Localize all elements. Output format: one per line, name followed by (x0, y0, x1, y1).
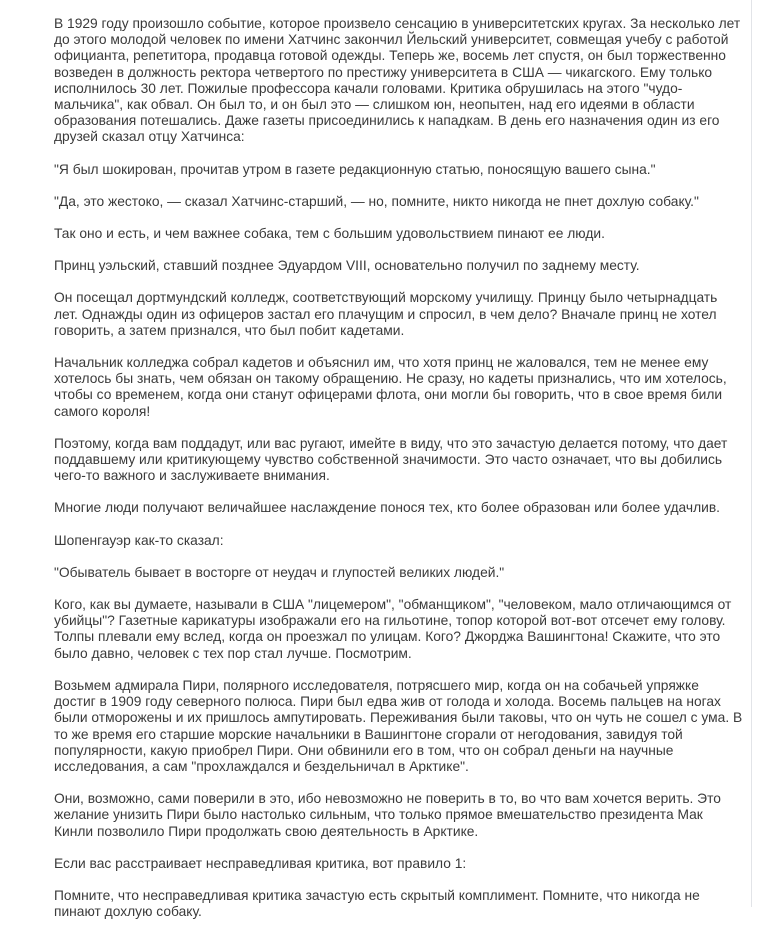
content-panel (20, 0, 752, 920)
paragraph-quote-philistine: "Обыватель бывает в восторге от неудач и глупостей великих людей." (54, 564, 505, 580)
paragraph-quote-dead-dog: "Да, это жестоко, — сказал Хатчинс-старший, — но, помните, никто никогда не пнет дохлую собаку." (54, 193, 699, 209)
paragraph-schopenhauer: Шопенгауэр как-то сказал: (54, 532, 224, 548)
paragraph-rule-1: Помните, что несправедливая критика зачастую есть скрытый комплимент. Помните, что никогда не пинают дохлую собаку. (54, 887, 700, 920)
article-body (54, 16, 744, 936)
paragraph-college: Он посещал дортмундский колледж, соответствующий морскому училищу. Принцу было четырнадцать лет. Однажды один из офицеров застал его плачущим и спросил, в чем дело? Вначале принц не хотел говорить, а затем признался, что был побит кадетами. (54, 290, 718, 338)
paragraph-hutchins-intro: В 1929 году произошло событие, которое произвело сенсацию в университетских кругах. За несколько лет до этого молодой человек по имени Хатчинс закончил Йельский университет, совмещая учебу с работой официанта, репетитора, продавца готовой одежды. Теперь же, восемь лет спустя, он был торжественно возведен в должность ректора четвертого по престижу университета в США — чикагского. Ему только исполнилось 30 лет. Пожилые профессора качали головами. Критика обрушилась на этого "чудо-мальчика", как обвал. Он был то, и он был это — слишком юн, неопытен, над его идеями в области образования потешались. Даже газеты присоединились к нападкам. В день его назначения один из его друзей сказал отцу Хатчинса: (54, 16, 741, 145)
paragraph-rule-intro: Если вас расстраивает несправедливая критика, вот правило 1: (54, 855, 467, 871)
paragraph-important-dog: Так оно и есть, и чем важнее собака, тем с большим удовольствием пинают ее люди. (54, 226, 605, 242)
paragraph-pleasure: Многие люди получают величайшее наслаждение понося тех, кто более образован или более удачлив. (54, 500, 721, 516)
paragraph-cadets: Начальник колледжа собрал кадетов и объяснил им, что хотя принц не жаловался, тем не менее ему хотелось бы знать, чем обязан он такому обращению. Не сразу, но кадеты признались, что им хотелось, чтобы со временем, когда они станут офицерами флота, они могли бы говорить, что в свое время били самого короля! (54, 355, 727, 419)
paragraph-peary: Возьмем адмирала Пири, полярного исследователя, потрясшего мир, когда он на собачьей упряжке достиг в 1909 году северного полюса. Пири был едва жив от голода и холода. Восемь пальцев на ногах были отморожены и их пришлось ампутировать. Переживания были таковы, что он чуть не сошел с ума. В то же время его старшие морские начальники в Вашингтоне сгорали от негодования, завидуя той популярности, какую приобрел Пири. Они обвинили его в том, что он собрал деньги на научные исследования, а сам "прохлаждался и бездельничал в Арктике". (54, 677, 743, 774)
paragraph-mckinley: Они, возможно, сами поверили в это, ибо невозможно не поверить в то, во что вам хочется верить. Это желание унизить Пири было настолько сильным, что только прямое вмешательство президента Мак Кинли позволило Пири продолжать свою деятельность в Арктике. (54, 791, 721, 839)
paragraph-prince-of-wales: Принц уэльский, ставший позднее Эдуардом VIII, основательно получил по заднему месту. (54, 258, 640, 274)
paragraph-washington: Кого, как вы думаете, называли в США "лицемером", "обманщиком", "человеком, мало отличающимся от убийцы"? Газетные карикатуры изображали его на гильотине, топор которой вот-вот отсечет ему голову. Толпы плевали ему вслед, когда он проезжал по улицам. Кого? Джорджа Вашингтона! Скажите, что это было давно, человек с тех пор стал лучше. Посмотрим. (54, 597, 732, 661)
paragraph-significance: Поэтому, когда вам поддадут, или вас ругают, имейте в виду, что это зачастую делается потому, что дает поддавшему или критикующему чувство собственной значимости. Это часто означает, что вы добились чего-то важного и заслуживаете внимания. (54, 435, 728, 484)
paragraph-quote-shocked: "Я был шокирован, прочитав утром в газете редакционную статью, поносящую вашего сына." (54, 161, 656, 177)
